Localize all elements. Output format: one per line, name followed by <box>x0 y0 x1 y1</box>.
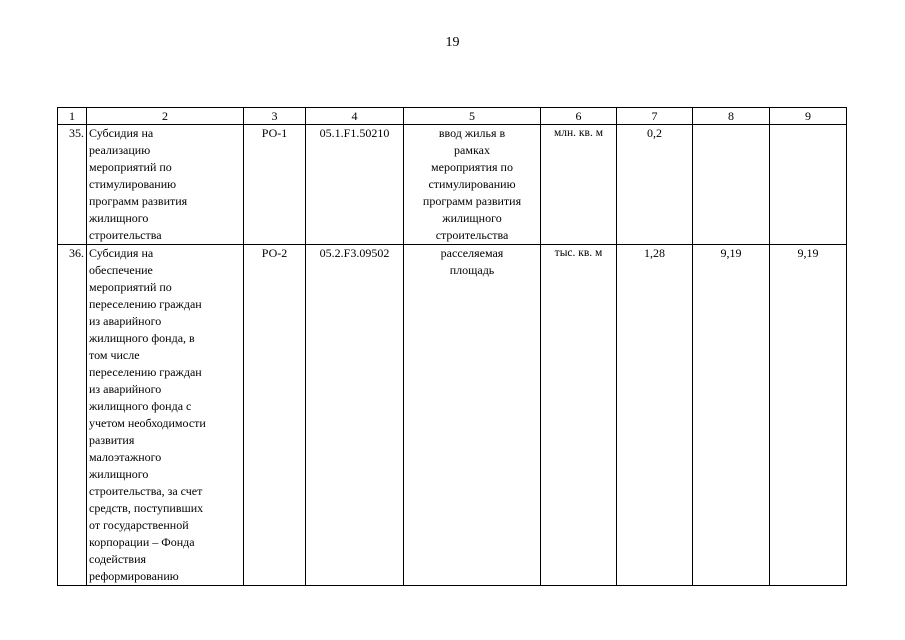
measure-name-line: жилищного <box>89 211 149 225</box>
measure-name-line: жилищного <box>89 467 149 481</box>
measure-name-line: строительства <box>89 228 162 242</box>
row-number: 35. <box>58 125 87 245</box>
value-col7: 1,28 <box>617 245 693 586</box>
value-col8 <box>693 125 770 245</box>
header-cell: 8 <box>693 108 770 125</box>
measure-name-line: содействия <box>89 552 147 566</box>
header-cell: 4 <box>306 108 404 125</box>
indicator-line: ввод жилья в <box>438 126 506 140</box>
value-col7: 0,2 <box>617 125 693 245</box>
measure-name-line: том числе <box>89 348 140 362</box>
value-col9: 9,19 <box>770 245 847 586</box>
header-cell: 9 <box>770 108 847 125</box>
measure-name-line: реформированию <box>89 569 179 583</box>
budget-code: 05.1.F1.50210 <box>306 125 404 245</box>
program-code: РО-1 <box>244 125 306 245</box>
data-table <box>57 107 847 586</box>
row-number: 36. <box>58 245 87 586</box>
unit-of-measure: млн. кв. м <box>541 125 617 245</box>
measure-name-line: учетом необходимости <box>89 416 206 430</box>
table-row <box>58 245 847 586</box>
measure-name-line: Субсидия на <box>89 126 154 140</box>
measure-name-line: от государственной <box>89 518 189 532</box>
measure-name-line: переселению граждан <box>89 297 202 311</box>
measure-name-line: средств, поступивших <box>89 501 204 515</box>
measure-name-line: стимулированию <box>89 177 177 191</box>
budget-code: 05.2.F3.09502 <box>306 245 404 586</box>
header-cell: 1 <box>58 108 87 125</box>
value-col8: 9,19 <box>693 245 770 586</box>
measure-name-line: жилищного фонда, в <box>89 331 195 345</box>
measure-name-line: мероприятий по <box>89 280 172 294</box>
indicator-line: площадь <box>449 263 495 277</box>
program-code: РО-2 <box>244 245 306 586</box>
table-row <box>58 125 847 245</box>
indicator-line: рамках <box>454 143 490 157</box>
measure-name-line: жилищного фонда с <box>89 399 192 413</box>
measure-name-line: из аварийного <box>89 382 162 396</box>
header-cell: 3 <box>244 108 306 125</box>
measure-name-line: обеспечение <box>89 263 153 277</box>
measure-name-line: строительства, за счет <box>89 484 203 498</box>
indicator-name <box>404 125 541 245</box>
measure-name-line: корпорации – Фонда <box>89 535 195 549</box>
value-col9 <box>770 125 847 245</box>
indicator-line: строительства <box>435 228 509 242</box>
indicator-line: мероприятия по <box>431 160 513 174</box>
indicator-line: программ развития <box>422 194 522 208</box>
indicator-name <box>404 245 541 586</box>
indicator-line: стимулированию <box>428 177 516 191</box>
measure-name-line: программ развития <box>89 194 188 208</box>
measure-name-line: из аварийного <box>89 314 162 328</box>
measure-name <box>87 245 244 586</box>
measure-name-line: переселению граждан <box>89 365 202 379</box>
measure-name-line: реализацию <box>89 143 151 157</box>
measure-name-line: Субсидия на <box>89 246 154 260</box>
header-cell: 6 <box>541 108 617 125</box>
page-number: 19 <box>445 35 460 50</box>
indicator-line: расселяемая <box>440 246 504 260</box>
header-cell: 5 <box>404 108 541 125</box>
header-cell: 7 <box>617 108 693 125</box>
unit-of-measure: тыс. кв. м <box>541 245 617 586</box>
indicator-line: жилищного <box>442 211 502 225</box>
header-row <box>58 108 847 125</box>
measure-name-line: малоэтажного <box>89 450 162 464</box>
measure-name-line: развития <box>89 433 135 447</box>
header-cell: 2 <box>87 108 244 125</box>
measure-name <box>87 125 244 245</box>
measure-name-line: мероприятий по <box>89 160 172 174</box>
